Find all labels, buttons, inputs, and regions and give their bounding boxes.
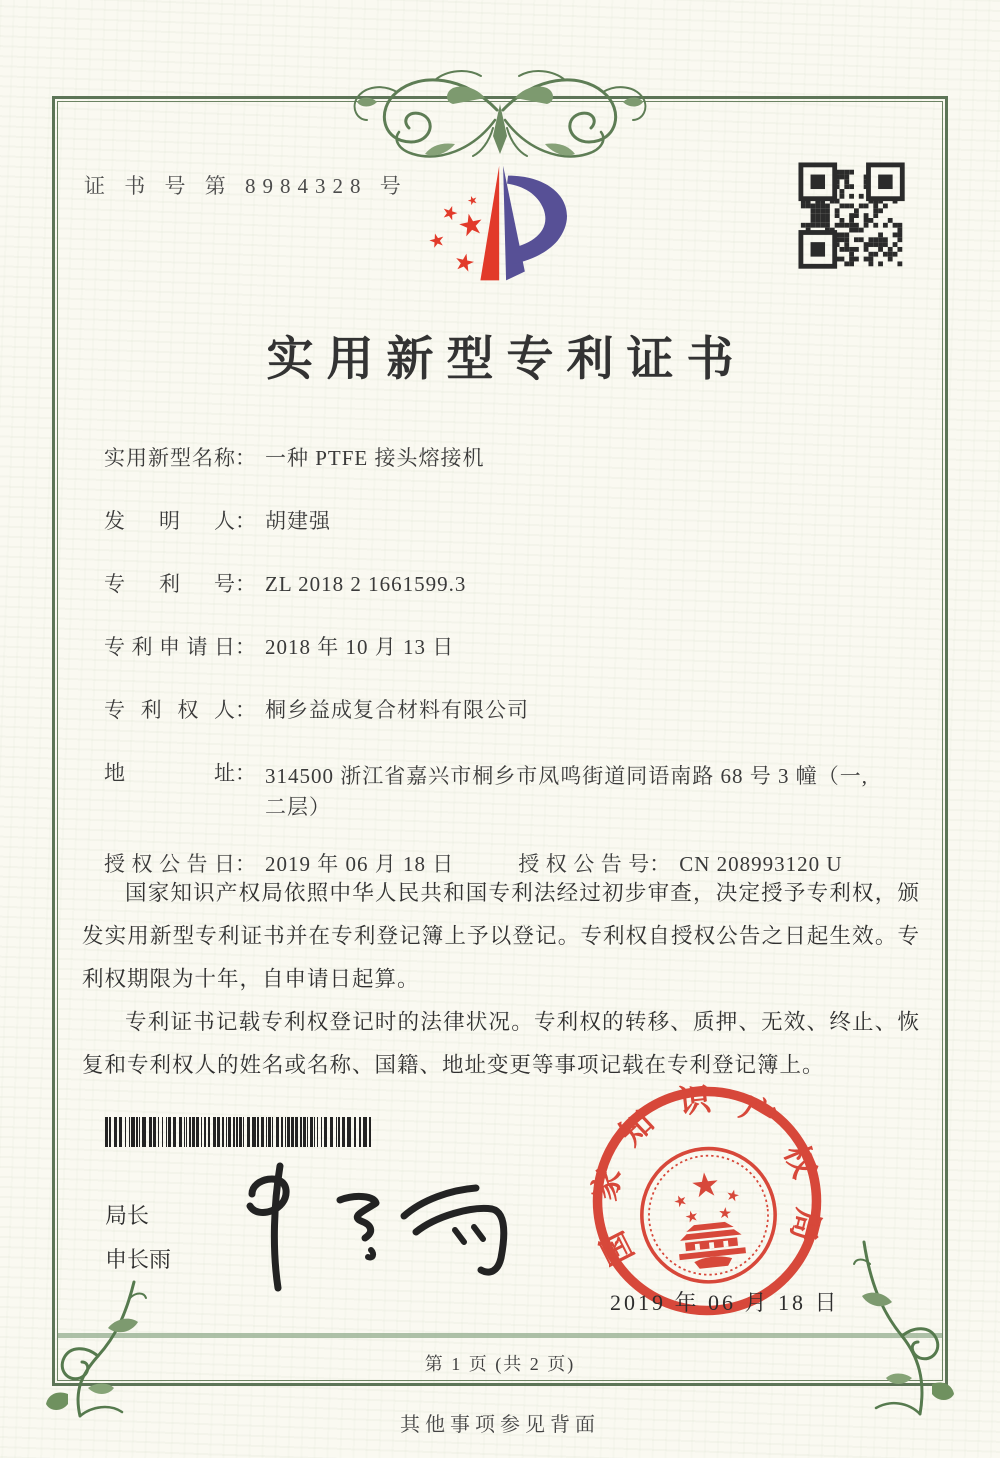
cnipa-logo-icon [403, 150, 621, 308]
field-label: 专利号 [104, 572, 235, 596]
field-label: 专利权人 [104, 698, 235, 722]
field-patentee [104, 698, 916, 722]
field-value: 桐乡益成复合材料有限公司 [265, 698, 529, 722]
grant-date-value: 2019 年 06 月 18 日 [265, 852, 455, 876]
qr-code-icon [798, 162, 910, 274]
svg-text:★: ★ [451, 246, 478, 279]
officer-block [105, 1194, 171, 1282]
legal-paragraph-1: 国家知识产权局依照中华人民共和国专利法经过初步审查，决定授予专利权，颁发实用新型专利证书并在专利登记簿上予以登记。专利权自授权公告之日起生效。专利权期限为十年，自申请日起算。 [82, 881, 920, 991]
field-label: 实用新型名称 [104, 446, 235, 470]
field-list [104, 446, 916, 876]
field-label: 发明人 [104, 509, 235, 533]
field-label: 授权公告日 [104, 852, 235, 876]
field-value: 314500 浙江省嘉兴市桐乡市凤鸣街道同语南路 68 号 3 幢（一,二层） [265, 764, 868, 819]
colon: ： [235, 572, 256, 596]
certificate-title: 实用新型专利证书 [266, 334, 747, 386]
colon: ： [235, 852, 256, 876]
logo-purple-bowl [507, 176, 567, 265]
svg-text:★: ★ [426, 228, 448, 254]
flourish-center-leaf [493, 104, 507, 154]
grant-number-value: CN 208993120 U [679, 852, 843, 876]
field-value: 胡建强 [265, 509, 331, 533]
colon: ： [235, 635, 256, 659]
svg-text:★: ★ [717, 1203, 733, 1223]
field-value: ZL 2018 2 1661599.3 [265, 572, 467, 596]
legal-text [82, 872, 920, 1087]
seal-date: 2019 年 06 月 18 日 [610, 1290, 840, 1315]
field-address [104, 761, 916, 823]
field-label: 专利申请日 [104, 635, 235, 659]
field-utility-model-name [104, 446, 916, 470]
national-emblem-icon [635, 1142, 781, 1288]
colon: ： [649, 852, 671, 876]
field-value: 一种 PTFE 接头熔接机 [265, 446, 485, 470]
colon: ： [235, 761, 256, 785]
field-label: 地址 [104, 761, 235, 785]
field-filing-date [104, 635, 916, 659]
svg-text:★: ★ [438, 201, 461, 227]
officer-title: 局长 [105, 1203, 150, 1228]
officer-name: 申长雨 [105, 1247, 172, 1272]
colon: ： [235, 446, 256, 470]
colon: ： [235, 509, 256, 533]
page-number: 第 1 页 (共 2 页) [424, 1354, 576, 1374]
barcode-icon [105, 1117, 373, 1147]
back-side-note: 其他事项参见背面 [400, 1414, 600, 1436]
svg-text:★: ★ [454, 205, 488, 245]
bottom-right-flourish-icon [852, 1238, 962, 1428]
svg-text:★: ★ [670, 1190, 691, 1213]
certificate-number: 证 书 号 第 8984328 号 [84, 174, 408, 198]
seal-ring-text: 国家知识产权局 [586, 1080, 828, 1271]
svg-text:★: ★ [688, 1163, 723, 1206]
legal-paragraph-2: 专利证书记载专利权登记时的法律状况。专利权的转移、质押、无效、终止、恢复和专利权人的姓名或名称、国籍、地址变更等事项记载在专利登记簿上。 [82, 1010, 920, 1077]
svg-text:★: ★ [465, 191, 480, 209]
svg-text:★: ★ [682, 1206, 702, 1228]
field-label: 授权公告号 [518, 852, 650, 876]
field-patent-number [104, 572, 916, 596]
colon: ： [235, 698, 256, 722]
svg-text:★: ★ [724, 1185, 742, 1206]
signature-handwriting-icon [222, 1158, 517, 1303]
footer-separator-line [58, 1333, 942, 1338]
field-value: 2018 年 10 月 13 日 [265, 635, 455, 659]
logo-stars [426, 192, 487, 278]
field-inventor [104, 509, 916, 533]
